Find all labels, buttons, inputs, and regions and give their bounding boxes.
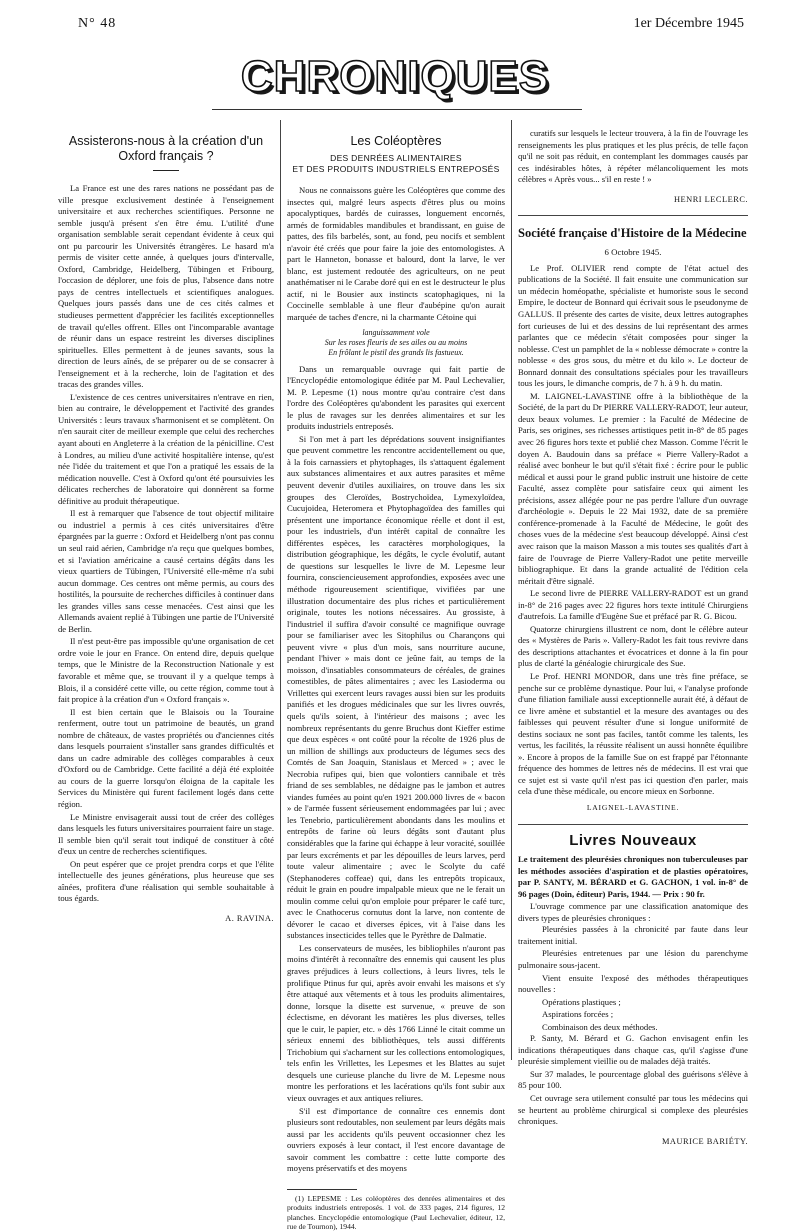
society-paragraph: Le Prof. HENRI MONDOR, dans une très fine préface, se penche sur ce problème dynastique. Pour lui, « l'analyse profonde d'une filiation familiale aussi exceptionnelle aurait été, à défaut de ce livre amène et substantiel et la mesure des avantages ou des faiblesses qui peuvent résulter d'une si longue uniformité de destins sociaux ne sont pas faciles, tantôt comme les talents, les vertus, les facilités, la réussite réalisent un aussi honnête équilibre ». Encore à propos de la famille Sue on est frappé par l'étonnante fréquence des hommes de lettres nés de médecins. Il est vrai que ce sujet est si vaste qu'il n'est pas ici question d'en parler, mais cela d'une thèse médicale, ou encore mieux en Sorbonne.	[518, 670, 748, 797]
society-paragraph: Quatorze chirurgiens illustrent ce nom, dont le célèbre auteur des « Mystères de Paris ». Vallery-Radot les fait tous revivre dans des descriptions attachantes et évocatrices et donne à la fin pour plus de clarté la généalogie chirurgicale des Sue.	[518, 623, 748, 669]
review-signature: MAURICE BARIÉTY.	[661, 1136, 748, 1146]
article-paragraph: S'il est d'importance de connaître ces ennemis dont plusieurs sont redoutables, non seulement par leurs dégâts mais aussi par les accidents qu'ils peuvent occasionner chez les ouvriers exposés à leur contact, il l'est encore davantage de savoir comment les combattre : cette lutte comporte des moyens préservatifs et des moyens	[287, 1105, 505, 1174]
review-paragraph: P. Santy, M. Bérard et G. Gachon envisagent enfin les indications thérapeutiques dans chaque cas, qu'il s'agisse d'une pleurésie simplement vieillie ou de malades déjà traités.	[518, 1033, 748, 1067]
article-paragraph: Il est à remarquer que l'absence de tout objectif militaire ou industriel a permis à ces cités universitaires d'être épargnées par la guerre : Oxford et Heidelberg n'ont pas connu un seul raid aérien, Cambridge n'a reçu que quelques bombes, et si l'aviation américaine a causé certains dégâts dans les vieux quartiers de Tübingen, l'Université elle-même n'a subi aucun dommage. Ces centres ont même permis, au cours des hostilités, la poursuite de recherches difficiles à continuer dans les grandes villes sans cesse menacées. C'est ainsi que les Allemands avaient replié à Tübingen une partie de l'Université de Berlin.	[58, 508, 274, 634]
society-signature: LAIGNEL-LAVASTINE.	[586, 802, 680, 812]
article-subtitle	[287, 153, 505, 175]
article-paragraph: Si l'on met à part les déprédations souvent insignifiantes que peuvent commettre les rencontre accidentellement ou que, à la fois carnassiers et phytophages, ils s'attaquent également aux substances alimentaires et aux autres parasites et même peuvent devenir d'utiles auxiliaires, on trouve dans les six groupes des Cleroïdes, Bostrychoïdea, Lymexyloïdea, Cucujoidea, Heteromera et Phytophagoïdea des familles qui présentent une importance économique réelle et dont il est, pour les industriels, d'un intérêt capital de connaître les différentes espèces, les caractères morphologiques, la distribution géographique, les dégâts, le cycle évolutif, autant de questions sur lesquelles le livre de M. Lepesme leur fournira, consciencieusement approfondies, exposées avec une méthode rigoureusement scientifique, vivifiées par une illustration documentaire des plus riches et particulièrement originale, toutes les notions nécessaires. Au grossiste, à l'industriel il suffira d'avoir consulté ce magnifique ouvrage pour se familiariser avec les Sitophilus ou Charançons qui peuvent vivre « plus d'un mois, sans nourriture aucune, pendant l'hiver » mais dont ce jeûne fait, au temps de la moisson, d'insatiables consommateurs de céréales, de graines comestibles, de pâtes alimentaires ; avec les Lasioderma ou Vrillettes qui exercent leurs ravages aussi bien sur les produits panifiés et les drogues médicinales que sur les livres ouvrés, quels qu'ils soient, à l'intérieur des maisons ; avec les nombreux représentants du genre Bruchus dont Kieffer estime que deux espèces « ont coûté pour la récolte de 1926 plus de un million de shillings aux producteurs de légumes secs des Comtés de San Joaquin, Stanislaus et Merced » ; avec le Necrobia rufipes qui, bien que volontiers cannibale et très friand de ses semblables, ne dédaigne pas le jambon et autres viandes fumées au point qu'en 1921 200.000 livres de « bacon » de l'armée fussent sérieusement endommagées par lui ; avec les Tenebrio, particulièrement abondants dans les moulins et entrepôts de farine où leurs dégâts sont d'autant plus considérables que la farine qui échappe à leur voracité, souillée par leurs excréments et par les dépouilles de leurs larves, perd toute valeur alimentaire ; avec le Scolyte du café (Stephanoderes coffeae) qui, dans les entrepôts tropicaux, réduit le grain en poudre impalpable mieux que ne le ferait un moulin comme celui qu'on emploie pour préparer le café turc, avec le Cnathocerus cornutus dont la larve, non contente de dévorer le cacao et diverses épices, vit à l'aise dans les substances insecticides telles que le Pyrèthre de Dalmatie.	[287, 433, 505, 941]
list-item: Pleurésies entretenues par une lésion du parenchyme pulmonaire sous-jacent.	[518, 948, 748, 970]
review-paragraph: Sur 37 malades, le pourcentage global des guérisons s'élève à 85 pour 100.	[518, 1068, 748, 1091]
list-item: Vient ensuite l'exposé des méthodes thérapeutiques nouvelles :	[518, 972, 748, 995]
society-paragraph: Le Prof. OLIVIER rend compte de l'état actuel des publications de la Société. Il fait ensuite une communication sur un médecin homéopathe, spécialiste et humoriste sous le second Empire, le docteur de Bonnard qui écrivait sous le pseudonyme de GALLUS. Il présente des cartes de visite, deux lettres autographes fort curieuses de lui et des dessins de lui représentant des armes parlantes que ce médecin s'était composées pour singer la noblesse. C'est un pamphlet de la « noblesse démocrate » contre la noblesse « des gros sous, du mètre et du kilo ». Le docteur de Bonnard donnait des consultations spéciales pour les travailleurs tous les jours, le dimanche compris, de 7 h. à 9 h. du matin.	[518, 262, 748, 389]
poem-line: En frôlant le pistil des grands lis fastueux.	[328, 347, 464, 357]
society-title: Société française d'Histoire de la Médecine	[518, 226, 747, 241]
society-paragraph: Le second livre de PIERRE VALLERY-RADOT est un grand in-8° de 216 pages avec 22 figures hors texte intitulé Chirurgiens d'autrefois. La famille d'Eugène Sue et préfacé par R. G. Bicou.	[518, 588, 748, 622]
article-oxford	[58, 128, 274, 1058]
article-title: Assisterons-nous à la création d'un Oxford français ?	[68, 134, 264, 163]
footnote: (1) LEPESME : Les coléoptères des denrées alimentaires et des produits industriels entreposés. 1 vol. de 333 pages, 214 figures, 12 planches. Encyclopédie entomologique (Paul Lechevalier, éditeur, 12, rue de Tournon), 1944.	[287, 1193, 505, 1232]
poem-line: Sur les roses fleuris de ses ailes ou au moins	[324, 337, 468, 347]
article-paragraph: Les conservateurs de musées, les bibliophiles n'auront pas moins d'intérêt à reconnaître des ennemis qui causent les plus graves préjudices à leurs collections, à leurs livres, tels le prolifique Ptinus fur qui, après avoir envahi les maisons et s'y être attaqué aux vêtements et à tous les produits alimentaires, donne, lorsque la disette est survenue, « preuve de son éclectisme, en dévorant les matières les plus diverses, telles que le cuir, le papier, etc. » dès 1766 Linné le citait comme un sérieux ennemi des bibliothèques, tels aussi différents Trichobium qui s'acharnent sur les collections entomologiques, tels enfin les Vrillettes, les Lepesmes et les Blattes au sujet desquels une curieuse planche du livre de M. Lepesme nous montre les perforations et les lacérations qu'ils font subir aux vieux ouvrages et aux antiques reliures.	[287, 942, 505, 1104]
issue-number: N° 48	[78, 16, 117, 31]
article-paragraph: Il est bien certain que le Blaisois ou la Touraine renferment, outre tout un patrimoine de beautés, un grand nombre de châteaux, de vastes propriétés ou d'anciennes cités dans lesquels pourraient s'installer sans grandes difficultés et dans un cadre admirable des collèges comparables à ceux d'Oxford ou de Cambridge. Cette facilité a déjà été exploitée au cours de la guerre lorsqu'on éloigna de la capitale les Services du Ministère qui furent facilement logés dans cette région.	[58, 706, 274, 809]
article-paragraph: curatifs sur lesquels le lecteur trouvera, à la fin de l'ouvrage les renseignements les plus pratiques et les plus précis, de telle façon qu'il ne soit pas réduit, en contemplant les dommages causés par ces indésirables hôtes, à répéter mélancoliquement les mots célèbres « Après vous... s'il en reste ! »	[518, 128, 748, 185]
issue-date: 1er Décembre 1945	[633, 16, 744, 31]
review-paragraph: L'ouvrage commence par une classification anatomique des divers types de pleurésies chroniques :	[518, 901, 748, 923]
review-paragraph: Cet ouvrage sera utilement consulté par tous les médecins qui se heurtent au problème chirurgical si complexe des pleurésies chroniques.	[518, 1093, 748, 1127]
column-divider	[280, 120, 281, 1060]
list-item: Opérations plastiques ;	[542, 996, 621, 1007]
article-paragraph: La France est une des rares nations ne possédant pas de ville presque exclusivement destinée à l'enseignement universitaire et aux recherches scientifiques. Personne ne semble jusqu'à présent s'en être ému. L'utilité d'une organisation semblable serait cependant évidente à ceux qui ont pu parcourir les Universités étrangères. Le hasard m'a permis de visiter cette année, à quelques jours d'intervalle, Oxford, Cambridge, Heidelberg, Tübingen et Fribourg, l'occasion de déplorer, une fois de plus, l'absence dans notre pays de centres intellectuels et scientifiques analogues. Quelques jours passés dans une de ces cités calmes et studieuses permettent d'apprécier les facilités exceptionnelles de travail qu'elles offrent. Elles ont l'incomparable avantage de réunir dans un espace restreint les diverses disciplines spirituelles. Elles permettent à de jeunes savants, sous la direction de leurs aînés, de se préparer ou de se consacrer à l'enseignement et à la recherche, loin de l'agitation et des tracas des grandes villes.	[58, 183, 274, 390]
column-divider	[511, 120, 512, 1060]
article-paragraph: Nous ne connaissons guère les Coléoptères que comme des insectes qui, malgré leurs aspects d'êtres plus ou moins apocalyptiques, bardés de cuirasses, longuement encornés, armés de formidables mandibules et brandissant, en guise de pattes, des fils barbelés, sont, au fond, peu nocifs et semblent n'avoir été créés que pour faire la joie des entomologistes. A part le Hanneton, bonasse et balourd, dont la larve, le ver blanc, est justement redoutée des agriculteurs, on ne peut anathématiser ni le Carabe doré qui en est le destructeur le plus actif, ni le Bousier aux instincts scatophagiques, ni la Coccinelle semblable à une fleur d'aubépine qu'on aurait marquée de taches d'encre, ni la charmante Cétoine qui	[287, 185, 505, 323]
society-date: 6 Octobre 1945.	[604, 247, 662, 258]
article-paragraph: Le Ministre envisagerait aussi tout de créer des collèges dans lesquels les futurs universitaires pourraient faire un stage. Il semble bien qu'il serait tout indiqué de constituer à côté d'eux un centre de recherches scientifiques.	[58, 811, 274, 857]
article-coleopteres	[287, 128, 505, 1232]
article-paragraph: Il n'est peut-être pas impossible qu'une organisation de cet ordre voie le jour en France. On entend dire, depuis quelque temps, que le Ministre de la Reconstruction Nationale y est favorable et même que, se trouvant il y a quelque temps à Blois, il a considéré cette ville, ou cette région, comme tout à fait propice à la création d'un « Oxford français ».	[58, 636, 274, 705]
poem-quote	[287, 328, 505, 358]
article-signature: A. RAVINA.	[225, 913, 274, 923]
book-reference: Le traitement des pleurésies chroniques non tuberculeuses par les méthodes associées d'aspiration et de plasties opératoires, par P. SANTY, M. BÉRARD et G. GACHON, 1 vol. in-8° de 96 pages (Doin, éditeur) Paris, 1944. — Prix : 90 fr.	[518, 854, 748, 899]
poem-line: languissamment vole	[362, 327, 430, 337]
masthead-title: CHRONIQUES	[240, 52, 550, 101]
society-paragraph: M. LAIGNEL-LAVASTINE offre à la bibliothèque de la Société, de la part du Dr PIERRE VALLERY-RADOT, leur auteur, deux beaux volumes. Le premier : la Faculté de Médecine de Paris, ses origines, ses richesses artistiques petit in-8° de 85 pages avec 26 figures hors texte et publié chez Masson. Comme l'écrit le doyen A. Baudouin dans sa préface « Pierre Vallery-Radot a réalisé avec bonheur le but qu'il s'était fixé : écrire pour le public médical et aussi pour le grand public instruit une histoire de cette Faculté, assez complète pour satisfaire ceux qui aiment les précisions, assez allégée pour ne pas perdre l'allure d'un ouvrage d'archéologie ». Depuis le 22 Mai 1932, date de sa première conférence-promenade à la Faculté de Médecine, le goût des choses vues de la médecine s'est beaucoup développé. Ainsi c'est avec raison que la maison Masson a mis toutes ses qualités d'art à faire de l'ouvrage de Pierre Vallery-Radot une petite merveille bibliographique. Et dans la grande actualité de l'édition cela méritait d'être signalé.	[518, 390, 748, 586]
list-item: Combinaison des deux méthodes.	[542, 1021, 658, 1032]
subtitle-line: DES DENRÉES ALIMENTAIRES	[330, 153, 462, 163]
footnote-rule	[287, 1189, 357, 1190]
article-signature: HENRI LECLERC.	[674, 194, 748, 204]
article-title: Les Coléoptères	[350, 134, 442, 148]
livres-title: Livres Nouveaux	[569, 831, 697, 849]
list-item: Aspirations forcées ;	[542, 1009, 614, 1020]
section-divider	[518, 824, 748, 825]
masthead-rule	[212, 109, 582, 110]
article-paragraph: Dans un remarquable ouvrage qui fait partie de l'Encyclopédie entomologique éditée par M. Paul Lechevalier, M. P. Lepesme (1) nous montre qu'au contraire c'est dans l'ordre des Coléoptères qu'abondent les parasites qui exercent le plus de ravages sur les denrées alimentaires et sur les produits industriels entreposés.	[287, 363, 505, 432]
article-paragraph: On peut espérer que ce projet prendra corps et que l'élite intellectuelle des jeunes générations, plus heureuse que ses aînées, profitera d'une réalisation qui semble souhaitable à tous égards.	[58, 858, 274, 904]
section-divider	[518, 215, 748, 216]
article-paragraph: L'existence de ces centres universitaires n'entrave en rien, bien au contraire, le développement et l'activité des grandes Universités : leurs travaux s'harmonisent et se complètent. On n'en saurait citer de meilleur exemple que celui des recherches ayant abouti en Angleterre à la création de la pénicilline. C'est à Londres, au milieu d'une activité hospitalière intense, qu'est née l'idée du traitement et que l'on a pratiqué les essais de la médication nouvelle. C'est à Oxford qu'ont été poursuivies les délicates recherches de laboratoire qui donnèrent sa forme définitive au produit thérapeutique.	[58, 391, 274, 506]
list-item: Pleurésies passées à la chronicité par faute dans leur traitement initial.	[518, 924, 748, 946]
subtitle-line: ET DES PRODUITS INDUSTRIELS ENTREPOSÉS	[292, 164, 500, 174]
title-separator	[153, 170, 179, 171]
right-column	[518, 128, 748, 1146]
review-list	[518, 924, 748, 1033]
